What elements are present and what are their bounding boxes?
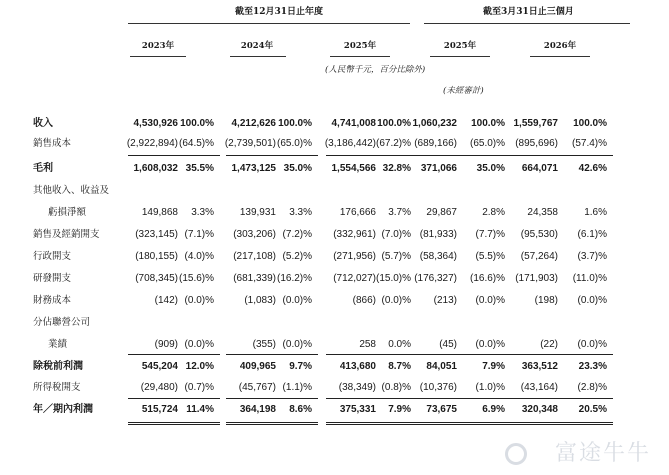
amount-cell: 515,724: [141, 404, 178, 415]
percent-cell: (0.0)%: [282, 339, 312, 350]
percent-cell: (15.6)%: [178, 273, 214, 284]
amount-cell: (332,961): [333, 229, 376, 240]
rule-after-associates-2: [326, 354, 417, 355]
watermark-logo-icon: [505, 443, 527, 465]
amount-cell: 24,358: [527, 207, 558, 218]
amount-cell: 363,512: [521, 361, 558, 372]
amount-cell: 149,868: [141, 207, 178, 218]
percent-cell: (11.0)%: [572, 273, 607, 284]
percent-cell: (4.0)%: [184, 251, 214, 262]
percent-cell: (67.2)%: [375, 138, 411, 149]
amount-cell: (895,696): [515, 138, 558, 149]
amount-cell: (38,349): [338, 382, 376, 393]
amount-cell: (323,145): [135, 229, 178, 240]
amount-cell: 176,666: [339, 207, 376, 218]
amount-cell: 664,071: [521, 163, 558, 174]
rule-after-tax-3: [407, 398, 511, 399]
amount-cell: (171,903): [515, 273, 558, 284]
percent-cell: (0.0)%: [577, 295, 607, 306]
rule-final-4: [508, 422, 613, 425]
rule-final-1: [226, 422, 318, 425]
amount-cell: (866): [352, 295, 376, 306]
amount-cell: (95,530): [520, 229, 558, 240]
rule-after-cost-4: [508, 155, 613, 156]
amount-cell: 413,680: [339, 361, 376, 372]
amount-cell: 4,741,008: [331, 118, 376, 129]
percent-cell: 7.9%: [388, 404, 411, 415]
percent-cell: 2.8%: [482, 207, 505, 218]
percent-cell: (5.2)%: [282, 251, 312, 262]
percent-cell: 3.3%: [191, 207, 214, 218]
rule-after-associates-3: [407, 354, 511, 355]
amount-cell: (142): [154, 295, 178, 306]
amount-cell: (271,956): [333, 251, 376, 262]
percent-cell: 35.0%: [476, 163, 505, 174]
percent-cell: (0.0)%: [282, 295, 312, 306]
percent-cell: (0.0)%: [184, 295, 214, 306]
percent-cell: 6.9%: [482, 404, 505, 415]
amount-cell: (303,206): [233, 229, 276, 240]
rule-after-cost-0: [128, 155, 220, 156]
row-label: 分佔聯營公司: [33, 317, 91, 328]
percent-cell: (0.7)%: [184, 382, 214, 393]
amount-cell: 371,066: [420, 163, 457, 174]
amount-cell: (2,922,894): [126, 138, 178, 149]
amount-cell: (909): [154, 339, 178, 350]
percent-cell: 11.4%: [186, 404, 214, 415]
percent-cell: (1.0)%: [475, 382, 505, 393]
amount-cell: 1,060,232: [412, 118, 457, 129]
amount-cell: (45): [439, 339, 457, 350]
percent-cell: 12.0%: [185, 361, 214, 372]
percent-cell: (5.7)%: [381, 251, 411, 262]
rule-final-3: [407, 422, 511, 425]
group-header-quarter: 截至3月31日止三個月: [483, 7, 574, 17]
amount-cell: (176,327): [414, 273, 457, 284]
amount-cell: (10,376): [419, 382, 457, 393]
percent-cell: (16.2)%: [276, 273, 312, 284]
percent-cell: (7.0)%: [381, 229, 411, 240]
percent-cell: 35.0%: [283, 163, 312, 174]
percent-cell: 0.0%: [388, 339, 411, 350]
rule-after-associates-4: [508, 354, 613, 355]
row-label: 毛利: [33, 163, 53, 174]
amount-cell: 29,867: [426, 207, 457, 218]
row-label: 所得稅開支: [33, 382, 81, 393]
percent-cell: 35.5%: [185, 163, 214, 174]
amount-cell: (1,083): [244, 295, 276, 306]
percent-cell: (65.0)%: [276, 138, 312, 149]
amount-cell: 84,051: [426, 361, 457, 372]
percent-cell: 23.3%: [578, 361, 607, 372]
percent-cell: (7.7)%: [475, 229, 505, 240]
rule-after-associates-1: [226, 354, 318, 355]
watermark: 富途牛牛: [554, 441, 651, 466]
percent-cell: 100.0%: [573, 118, 607, 129]
year-underline-1: [230, 56, 286, 57]
year-underline-0: [130, 56, 186, 57]
percent-cell: 20.5%: [578, 404, 607, 415]
row-label: 虧損淨額: [48, 207, 87, 218]
percent-cell: 8.7%: [388, 361, 411, 372]
percent-cell: (0.0)%: [475, 295, 505, 306]
row-label: 除稅前利潤: [33, 361, 83, 372]
amount-cell: (198): [534, 295, 558, 306]
amount-cell: (355): [252, 339, 276, 350]
percent-cell: (0.0)%: [184, 339, 214, 350]
amount-cell: (213): [433, 295, 457, 306]
year-header-1: 2024年: [240, 41, 274, 51]
unaudited-note: (未經審計): [443, 86, 484, 96]
row-label: 財務成本: [33, 295, 72, 306]
group-underline-quarter: [424, 23, 630, 24]
year-header-2: 2025年: [343, 41, 377, 51]
amount-cell: (58,364): [419, 251, 457, 262]
percent-cell: (1.1)%: [282, 382, 312, 393]
rule-final-2: [326, 422, 417, 425]
rule-final-0: [128, 422, 220, 425]
amount-cell: (57,264): [520, 251, 558, 262]
amount-cell: 1,608,032: [133, 163, 178, 174]
percent-cell: (0.0)%: [577, 339, 607, 350]
amount-cell: 73,675: [426, 404, 457, 415]
percent-cell: 9.7%: [289, 361, 312, 372]
rule-after-tax-1: [226, 398, 318, 399]
year-underline-4: [530, 56, 590, 57]
amount-cell: (81,933): [419, 229, 457, 240]
amount-cell: 1,559,767: [513, 118, 558, 129]
percent-cell: (6.1)%: [577, 229, 607, 240]
amount-cell: 409,965: [239, 361, 276, 372]
row-label: 行政開支: [33, 251, 72, 262]
amount-cell: 545,204: [141, 361, 178, 372]
amount-cell: (3,186,442): [324, 138, 376, 149]
year-header-3: 2025年: [443, 41, 477, 51]
percent-cell: (7.1)%: [184, 229, 214, 240]
group-header-annual: 截至12月31日止年度: [235, 7, 324, 17]
percent-cell: 100.0%: [180, 118, 214, 129]
row-label: 業績: [48, 339, 68, 350]
percent-cell: 8.6%: [289, 404, 312, 415]
percent-cell: 3.7%: [388, 207, 411, 218]
amount-cell: (29,480): [140, 382, 178, 393]
amount-cell: (708,345): [135, 273, 178, 284]
amount-cell: (681,339): [233, 273, 276, 284]
percent-cell: (15.0)%: [375, 273, 411, 284]
year-header-4: 2026年: [543, 41, 577, 51]
percent-cell: 100.0%: [471, 118, 505, 129]
percent-cell: (3.7)%: [577, 251, 607, 262]
amount-cell: 1,473,125: [231, 163, 276, 174]
row-label: 年／期內利潤: [33, 404, 93, 415]
amount-cell: (712,027): [333, 273, 376, 284]
row-label: 銷售成本: [33, 138, 72, 149]
amount-cell: (689,166): [414, 138, 457, 149]
amount-cell: (43,164): [520, 382, 558, 393]
rule-after-cost-2: [326, 155, 417, 156]
percent-cell: 100.0%: [278, 118, 312, 129]
year-underline-2: [330, 56, 390, 57]
percent-cell: (57.4)%: [571, 138, 607, 149]
row-label: 收入: [33, 118, 53, 129]
amount-cell: 320,348: [521, 404, 558, 415]
percent-cell: (16.6)%: [469, 273, 505, 284]
amount-cell: 258: [359, 339, 376, 350]
row-label: 其他收入、收益及: [33, 185, 110, 196]
year-header-0: 2023年: [141, 41, 175, 51]
amount-cell: (217,108): [233, 251, 276, 262]
amount-cell: (180,155): [135, 251, 178, 262]
amount-cell: 4,530,926: [133, 118, 178, 129]
percent-cell: (2.8)%: [577, 382, 607, 393]
amount-cell: 139,931: [239, 207, 276, 218]
percent-cell: (0.0)%: [475, 339, 505, 350]
rule-after-cost-3: [407, 155, 511, 156]
percent-cell: 32.8%: [382, 163, 411, 174]
percent-cell: (0.8)%: [381, 382, 411, 393]
amount-cell: (2,739,501): [224, 138, 276, 149]
percent-cell: 1.6%: [584, 207, 607, 218]
rule-after-tax-0: [128, 398, 220, 399]
rule-after-tax-4: [508, 398, 613, 399]
amount-cell: 375,331: [339, 404, 376, 415]
amount-cell: 1,554,566: [331, 163, 376, 174]
percent-cell: 3.3%: [289, 207, 312, 218]
amount-cell: (22): [540, 339, 558, 350]
rule-after-tax-2: [326, 398, 417, 399]
percent-cell: (7.2)%: [282, 229, 312, 240]
amount-cell: 364,198: [239, 404, 276, 415]
year-underline-3: [430, 56, 490, 57]
percent-cell: 42.6%: [578, 163, 607, 174]
amount-cell: 4,212,626: [231, 118, 276, 129]
row-label: 銷售及經銷開支: [33, 229, 100, 240]
amount-cell: (45,767): [238, 382, 276, 393]
rule-after-cost-1: [226, 155, 318, 156]
row-label: 研發開支: [33, 273, 72, 284]
percent-cell: (64.5)%: [178, 138, 214, 149]
percent-cell: 7.9%: [482, 361, 505, 372]
rule-after-associates-0: [128, 354, 220, 355]
percent-cell: 100.0%: [377, 118, 411, 129]
unit-note: (人民幣千元，百分比除外): [325, 65, 426, 75]
percent-cell: (5.5)%: [475, 251, 505, 262]
group-underline-annual: [128, 23, 410, 24]
percent-cell: (65.0)%: [469, 138, 505, 149]
percent-cell: (0.0)%: [381, 295, 411, 306]
